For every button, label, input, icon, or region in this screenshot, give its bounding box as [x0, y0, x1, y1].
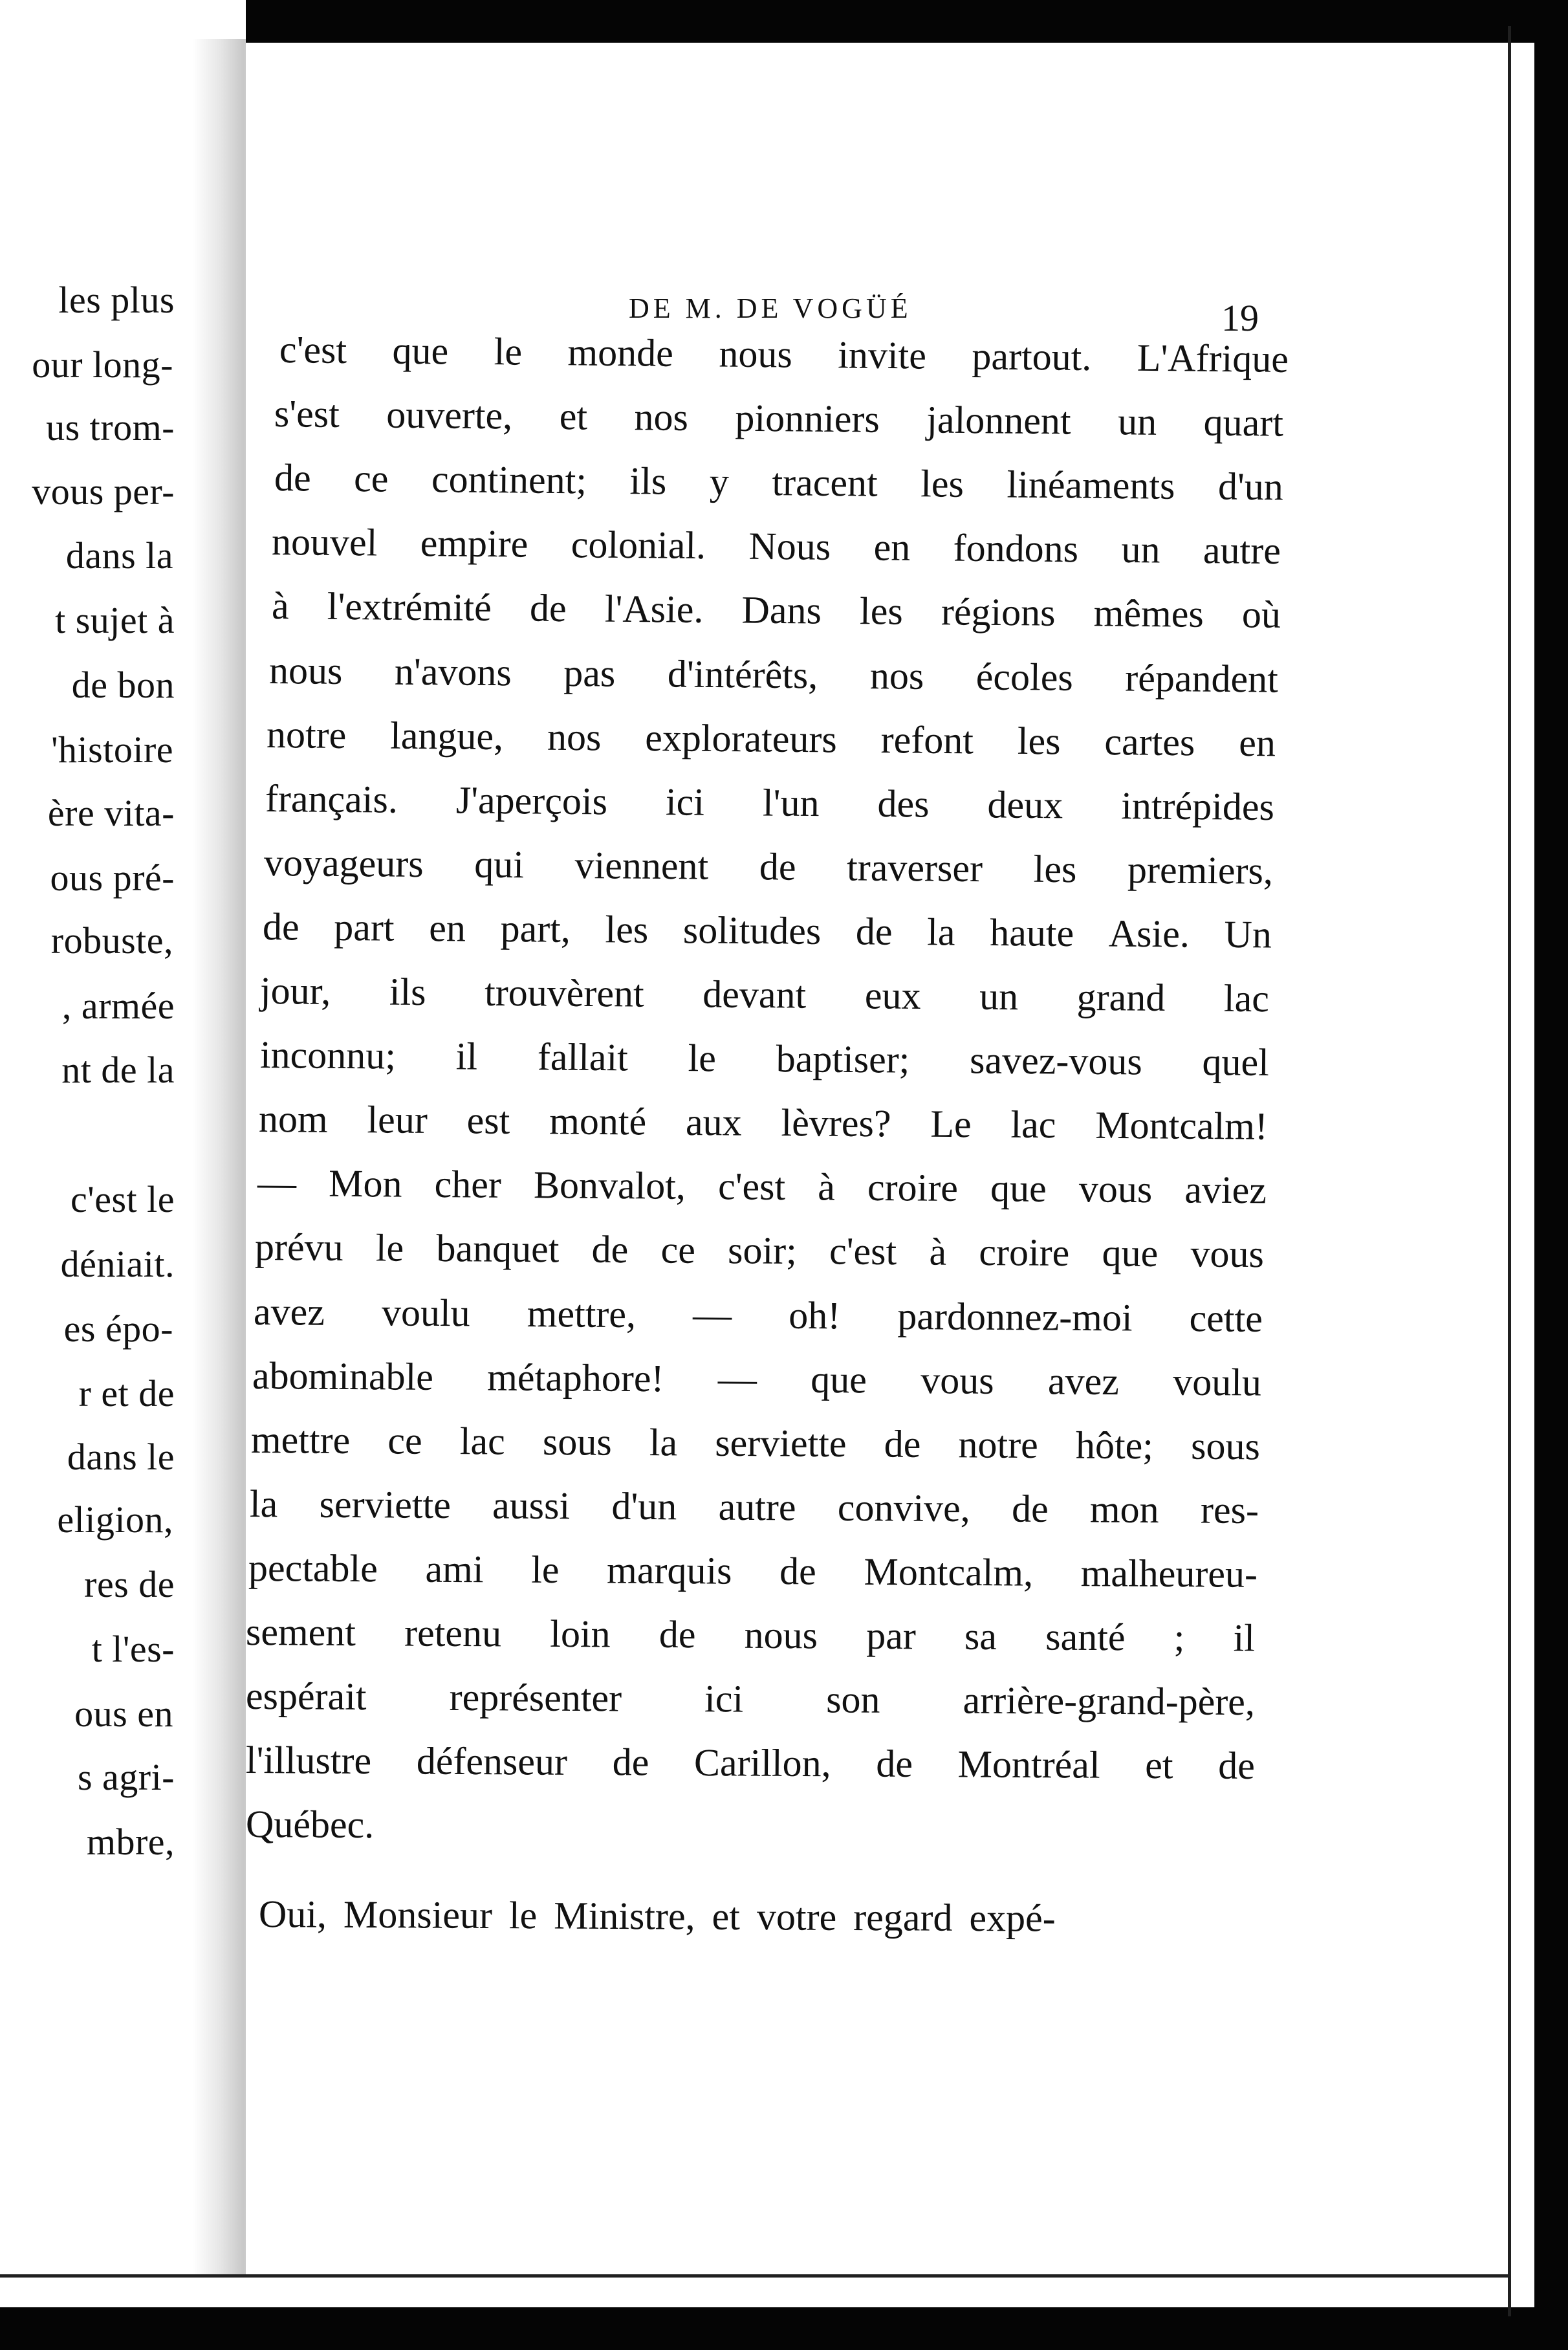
word: croire — [979, 1231, 1070, 1275]
word: nous — [719, 332, 793, 376]
word: de — [884, 1422, 921, 1466]
body-text-line — [263, 907, 1272, 954]
word: ami — [425, 1547, 484, 1591]
left-page-line: s agri- — [77, 1756, 175, 1798]
word: c'est — [829, 1229, 897, 1273]
word: que — [990, 1167, 1047, 1211]
word: L'Afrique — [1137, 336, 1289, 380]
word: Dans — [741, 588, 822, 632]
word: un — [979, 974, 1019, 1018]
word: en — [429, 906, 466, 950]
word: représenter — [449, 1675, 622, 1720]
word: part, — [500, 906, 571, 950]
body-text-line — [246, 1739, 1256, 1788]
word: à — [818, 1165, 836, 1209]
word: la — [926, 910, 955, 954]
word: cher — [434, 1163, 502, 1207]
word: de — [529, 586, 567, 630]
left-page-line: les plus — [58, 279, 175, 321]
word: à — [929, 1230, 947, 1274]
word: français. — [265, 776, 398, 821]
word: lac — [1010, 1103, 1056, 1147]
word: nouvel — [271, 520, 378, 564]
word: savez-vous — [969, 1038, 1143, 1083]
word: d'un — [611, 1484, 677, 1528]
body-text-line — [274, 394, 1283, 443]
word: retenu — [404, 1611, 502, 1655]
word: mettre — [250, 1418, 351, 1462]
word: les — [605, 908, 649, 951]
word: Asie. — [1108, 912, 1190, 956]
word: de — [1011, 1487, 1049, 1530]
word: intrépides — [1120, 784, 1275, 828]
word: aviez — [1184, 1168, 1267, 1212]
word: que — [1102, 1231, 1159, 1275]
left-page-line: our long- — [32, 344, 173, 386]
word: banquet — [436, 1227, 560, 1271]
word: fondons — [953, 526, 1079, 571]
word: santé — [1045, 1615, 1126, 1659]
word: l'extrémité — [327, 585, 492, 630]
word: n'avons — [394, 650, 512, 694]
word: Mon — [328, 1162, 402, 1205]
left-page-line: vous per- — [32, 470, 175, 512]
word: regard — [853, 1896, 953, 1940]
body-text-line — [268, 648, 1279, 701]
word: par — [866, 1614, 917, 1658]
word: haute — [989, 910, 1074, 954]
word: avez — [1047, 1359, 1120, 1403]
word: c'est — [717, 1165, 786, 1209]
word: et — [1145, 1744, 1173, 1787]
word: de — [1218, 1744, 1256, 1788]
word: ils — [389, 970, 426, 1014]
word: lac — [459, 1419, 506, 1463]
word: aussi — [492, 1484, 571, 1527]
left-page-line: de bon — [71, 664, 175, 706]
word: sa — [964, 1614, 997, 1658]
word: Québec. — [246, 1803, 375, 1847]
word: serviette — [715, 1421, 847, 1465]
left-page-line: dans la — [65, 534, 173, 577]
body-text-line — [279, 330, 1289, 379]
word: part — [334, 905, 395, 949]
word: loin — [550, 1612, 611, 1656]
word: nous — [268, 648, 343, 692]
word: fallait — [537, 1035, 629, 1079]
left-page-line: nt de la — [61, 1049, 175, 1091]
body-text-line — [271, 520, 1281, 573]
word: voulu — [381, 1290, 470, 1334]
word: mêmes — [1093, 591, 1204, 636]
word: Montréal — [957, 1742, 1100, 1786]
word: viennent — [574, 843, 709, 888]
word: pectable — [248, 1546, 378, 1590]
word: ce — [387, 1419, 422, 1462]
word: ce — [353, 457, 389, 500]
word: ouverte, — [386, 393, 513, 437]
word: y — [709, 460, 730, 503]
word: invite — [837, 333, 927, 377]
body-text-line — [260, 1035, 1269, 1082]
word: la — [649, 1420, 678, 1464]
word: le — [508, 1894, 538, 1937]
word: monté — [549, 1099, 647, 1143]
body-text-line — [252, 1356, 1261, 1402]
word: est — [466, 1099, 510, 1143]
right-page — [246, 43, 1508, 2278]
word: défenseur — [416, 1739, 568, 1784]
word: ; — [1173, 1616, 1185, 1659]
left-page-line: déniait. — [60, 1243, 175, 1285]
word: un — [1117, 400, 1157, 443]
body-text-line — [265, 776, 1275, 828]
word: pardonnez-moi — [897, 1294, 1133, 1339]
left-page-line: c'est le — [71, 1178, 175, 1220]
word: sement — [246, 1610, 356, 1654]
word: répandent — [1125, 656, 1279, 701]
word: la — [249, 1482, 278, 1526]
body-text-line — [246, 1675, 1256, 1724]
left-page-line: dans le — [67, 1436, 175, 1478]
body-text-line — [274, 456, 1284, 509]
word: de — [612, 1741, 649, 1784]
left-page-line: , armée — [61, 985, 175, 1027]
word: baptiser; — [776, 1037, 910, 1081]
word: en — [873, 525, 911, 569]
word: arrière-grand-père, — [963, 1678, 1256, 1724]
word: que — [810, 1357, 867, 1401]
left-page-line: robuste, — [50, 919, 173, 961]
word: les — [920, 462, 964, 506]
word: monde — [567, 331, 674, 375]
word: nous — [744, 1613, 818, 1657]
word: lac — [1223, 976, 1270, 1020]
word: vous — [1078, 1167, 1153, 1211]
word: qui — [474, 842, 525, 886]
word: avez — [253, 1290, 325, 1334]
word: voyageurs — [263, 840, 424, 885]
word: les — [859, 589, 904, 633]
word: ici — [704, 1677, 744, 1720]
word: d'intérêts, — [667, 652, 818, 696]
word: solitudes — [682, 908, 822, 952]
body-text-line — [250, 1484, 1259, 1530]
word: traverser — [846, 846, 983, 890]
word: leur — [367, 1098, 428, 1142]
left-page-line: r et de — [78, 1372, 175, 1414]
word: notre — [958, 1422, 1039, 1466]
word: explorateurs — [644, 716, 838, 761]
left-page-line: t sujet à — [55, 599, 175, 641]
word: soir; — [727, 1229, 798, 1273]
word: hôte; — [1075, 1423, 1154, 1467]
word: nos — [547, 715, 602, 759]
word: Nous — [748, 524, 831, 569]
word: croire — [867, 1166, 959, 1210]
word: de — [274, 456, 311, 500]
word: nos — [634, 395, 689, 439]
body-text-line — [251, 1420, 1260, 1466]
left-page-line: ère vita- — [47, 792, 175, 834]
word: voulu — [1173, 1360, 1262, 1404]
word: métaphore! — [487, 1356, 664, 1400]
left-page-line: es épo- — [63, 1308, 173, 1350]
word: nom — [258, 1097, 328, 1141]
word: où — [1241, 593, 1281, 637]
scan-border-top — [246, 0, 1568, 43]
word: trouvèrent — [484, 971, 644, 1015]
word: de — [591, 1228, 629, 1271]
word: son — [826, 1678, 880, 1721]
word: espérait — [246, 1675, 367, 1719]
word: Un — [1224, 912, 1272, 956]
word: le — [688, 1037, 717, 1080]
word: convive, — [837, 1486, 970, 1530]
word: c'est — [279, 328, 347, 371]
word: vous — [920, 1358, 994, 1402]
word: il — [1233, 1616, 1256, 1660]
word: inconnu; — [259, 1033, 397, 1077]
word: prévu — [254, 1225, 343, 1269]
left-page-line: t l'es- — [91, 1628, 175, 1670]
word: quart — [1203, 401, 1284, 445]
word: de — [779, 1550, 817, 1593]
word: eux — [864, 974, 921, 1018]
word: Le — [930, 1102, 972, 1146]
word: empire — [420, 522, 528, 566]
word: premiers, — [1127, 848, 1274, 892]
body-text-line — [263, 840, 1274, 892]
word: jour, — [259, 969, 331, 1013]
left-page-line: 'histoire — [51, 729, 173, 771]
body-text-line — [266, 712, 1276, 764]
word: à — [271, 584, 289, 628]
word: expé- — [969, 1896, 1056, 1940]
running-head: DE M. DE VOGÜÉ — [629, 292, 912, 324]
word: serviette — [319, 1482, 452, 1526]
word: le — [375, 1226, 404, 1270]
word: autre — [718, 1485, 796, 1529]
body-text-line — [257, 1161, 1267, 1212]
word: de — [876, 1742, 913, 1786]
left-page-line: us trom- — [46, 406, 175, 448]
word: de — [759, 845, 796, 888]
word: l'un — [762, 781, 820, 824]
left-page-line: res de — [84, 1563, 175, 1605]
word: le — [530, 1548, 560, 1591]
word: Bonvalot, — [533, 1163, 686, 1208]
word: marquis — [606, 1548, 732, 1592]
word: malheureu- — [1080, 1551, 1258, 1596]
left-page-line: eligion, — [57, 1499, 173, 1541]
word: langue, — [389, 714, 504, 758]
word: res- — [1200, 1488, 1259, 1532]
word: mon — [1089, 1488, 1159, 1531]
word: deux — [987, 783, 1063, 827]
word: aux — [685, 1101, 742, 1144]
word: J'aperçois — [455, 778, 608, 823]
word: pionniers — [735, 396, 880, 441]
word: abominable — [252, 1354, 434, 1398]
word: de — [855, 910, 893, 953]
word: que — [392, 329, 449, 373]
word: pas — [563, 651, 616, 695]
word: les — [1017, 719, 1061, 763]
word: — — [692, 1293, 732, 1336]
word: et — [712, 1895, 741, 1938]
word: continent; — [431, 457, 587, 502]
word: régions — [941, 590, 1056, 635]
scan-inner-rule-right — [1508, 26, 1511, 2316]
word: d'un — [1217, 465, 1284, 509]
word: jalonnent — [926, 398, 1071, 443]
word: Monsieur — [343, 1893, 493, 1937]
word: cette — [1189, 1296, 1263, 1340]
word: écoles — [975, 655, 1074, 699]
word: en — [1238, 721, 1276, 764]
word: il — [455, 1035, 478, 1078]
word: mettre, — [527, 1291, 637, 1335]
word: refont — [880, 718, 974, 762]
body-text-line — [248, 1548, 1258, 1594]
body-text-line — [259, 1099, 1268, 1146]
word: devant — [702, 972, 807, 1016]
body-text-line — [254, 1292, 1263, 1338]
word: grand — [1076, 975, 1166, 1019]
word: autre — [1203, 529, 1281, 573]
word: Montcalm! — [1095, 1103, 1269, 1148]
body-text-line — [254, 1225, 1265, 1276]
body-text-line — [260, 971, 1269, 1018]
page-number: 19 — [1221, 297, 1259, 339]
word: quel — [1202, 1040, 1270, 1084]
word: oh! — [789, 1293, 841, 1337]
word: ce — [660, 1228, 696, 1272]
word: vous — [1190, 1232, 1265, 1276]
word: lèvres? — [781, 1101, 891, 1145]
word: un — [1121, 528, 1160, 571]
word: sous — [1190, 1424, 1261, 1468]
left-page-line: mbre, — [86, 1821, 175, 1863]
body-text-line — [271, 584, 1281, 637]
body-text-line — [259, 1894, 1203, 1938]
word: de — [262, 905, 299, 949]
left-page-line: ous pré- — [50, 857, 175, 899]
scan-inner-rule-bottom — [0, 2274, 1511, 2278]
word: de — [659, 1612, 696, 1656]
word: des — [877, 782, 930, 826]
word: colonial. — [571, 523, 706, 567]
scan-border-right — [1534, 0, 1568, 2350]
word: s'est — [274, 392, 340, 436]
word: ils — [629, 459, 667, 503]
word: l'Asie. — [604, 587, 704, 631]
word: l'illustre — [246, 1739, 372, 1783]
word: linéaments — [1007, 463, 1175, 508]
word: et — [559, 395, 588, 438]
word: — — [257, 1161, 297, 1205]
word: notre — [266, 712, 347, 756]
word: sous — [542, 1420, 612, 1464]
body-text-line — [246, 1803, 391, 1847]
word: Carillon, — [693, 1741, 831, 1785]
word: Ministre, — [554, 1894, 695, 1938]
word: le — [494, 330, 523, 373]
word: cartes — [1104, 719, 1195, 763]
word: votre — [756, 1895, 837, 1939]
word: Oui, — [258, 1893, 327, 1936]
word: les — [1033, 847, 1077, 891]
word: partout. — [972, 335, 1092, 379]
word: Montcalm, — [864, 1550, 1034, 1594]
scan-border-bottom — [0, 2307, 1568, 2350]
left-page-line: ous en — [74, 1693, 173, 1735]
word: nos — [869, 653, 924, 697]
word: ici — [665, 780, 705, 824]
word: — — [717, 1357, 757, 1400]
word: tracent — [772, 461, 878, 505]
body-text-line — [246, 1612, 1255, 1658]
